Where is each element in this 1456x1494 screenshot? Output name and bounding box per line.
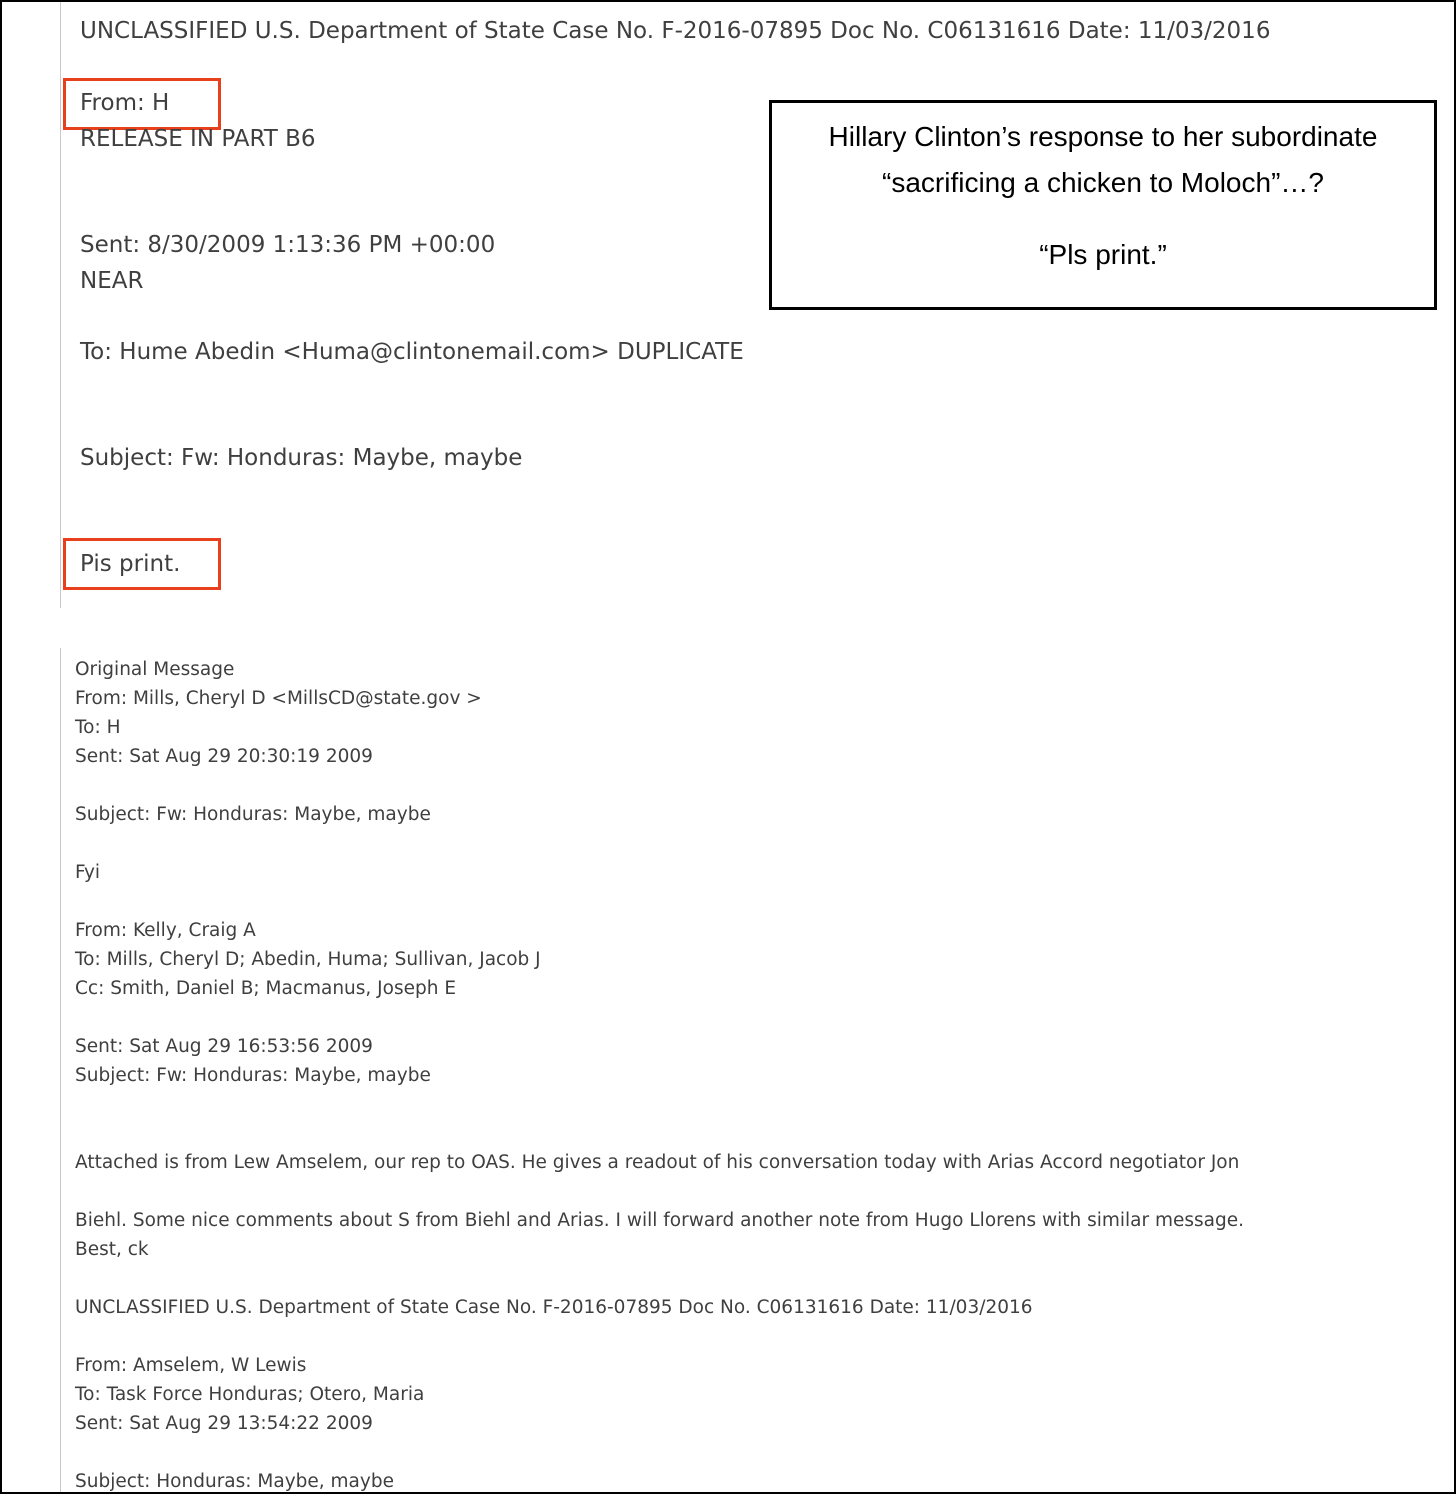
thread-cc-2: Cc: Smith, Daniel B; Macmanus, Joseph E	[75, 978, 457, 999]
thread-from-2: From: Kelly, Craig A	[75, 920, 256, 941]
thread-subject-3: Subject: Honduras: Maybe, maybe	[75, 1471, 394, 1492]
thread-sent-2: Sent: Sat Aug 29 16:53:56 2009	[75, 1036, 373, 1057]
thread-to-3: To: Task Force Honduras; Otero, Maria	[75, 1384, 425, 1405]
thread-body-1: Fyi	[75, 862, 101, 883]
annotation-callout	[769, 100, 1437, 310]
thread-from-1: From: Mills, Cheryl D <MillsCD@state.gov >	[75, 688, 482, 709]
email-sent: Sent: 8/30/2009 1:13:36 PM +00:00	[80, 232, 496, 258]
email-from: From: H	[80, 90, 170, 116]
release-stamp: RELEASE IN PART B6	[80, 126, 316, 152]
thread-body-2-line-3: Best, ck	[75, 1239, 149, 1260]
email-subject: Subject: Fw: Honduras: Maybe, maybe	[80, 445, 523, 471]
thread-body-2-line-2: Biehl. Some nice comments about S from Biehl and Arias. I will forward another note from Hugo Llorens with similar message.	[75, 1210, 1245, 1231]
thread-subject-1: Subject: Fw: Honduras: Maybe, maybe	[75, 804, 431, 825]
quote-rule-upper	[60, 2, 61, 608]
original-message-label: Original Message	[75, 659, 235, 680]
classification-footer: UNCLASSIFIED U.S. Department of State Case No. F-2016-07895 Doc No. C06131616 Date: 11/03/2016	[75, 1297, 1033, 1318]
email-body: Pis print.	[80, 551, 181, 577]
thread-to-2: To: Mills, Cheryl D; Abedin, Huma; Sullivan, Jacob J	[75, 949, 541, 970]
email-to: To: Hume Abedin <Huma@clintonemail.com> DUPLICATE	[80, 339, 744, 365]
annotation-line-3: “Pls print.”	[1039, 239, 1167, 270]
thread-sent-1: Sent: Sat Aug 29 20:30:19 2009	[75, 746, 373, 767]
thread-sent-3: Sent: Sat Aug 29 13:54:22 2009	[75, 1413, 373, 1434]
annotation-line-1: Hillary Clinton’s response to her subordinate	[828, 121, 1378, 152]
classification-header: UNCLASSIFIED U.S. Department of State Case No. F-2016-07895 Doc No. C06131616 Date: 11/03/2016	[80, 18, 1271, 44]
email-near: NEAR	[80, 268, 144, 294]
annotation-line-2: “sacrificing a chicken to Moloch”…?	[882, 167, 1324, 198]
thread-from-3: From: Amselem, W Lewis	[75, 1355, 307, 1376]
quote-rule-lower	[60, 648, 61, 1494]
thread-to-1: To: H	[75, 717, 121, 738]
thread-subject-2: Subject: Fw: Honduras: Maybe, maybe	[75, 1065, 431, 1086]
thread-body-2-line-1: Attached is from Lew Amselem, our rep to OAS. He gives a readout of his conversation today with Arias Accord negotiator Jon	[75, 1152, 1240, 1173]
